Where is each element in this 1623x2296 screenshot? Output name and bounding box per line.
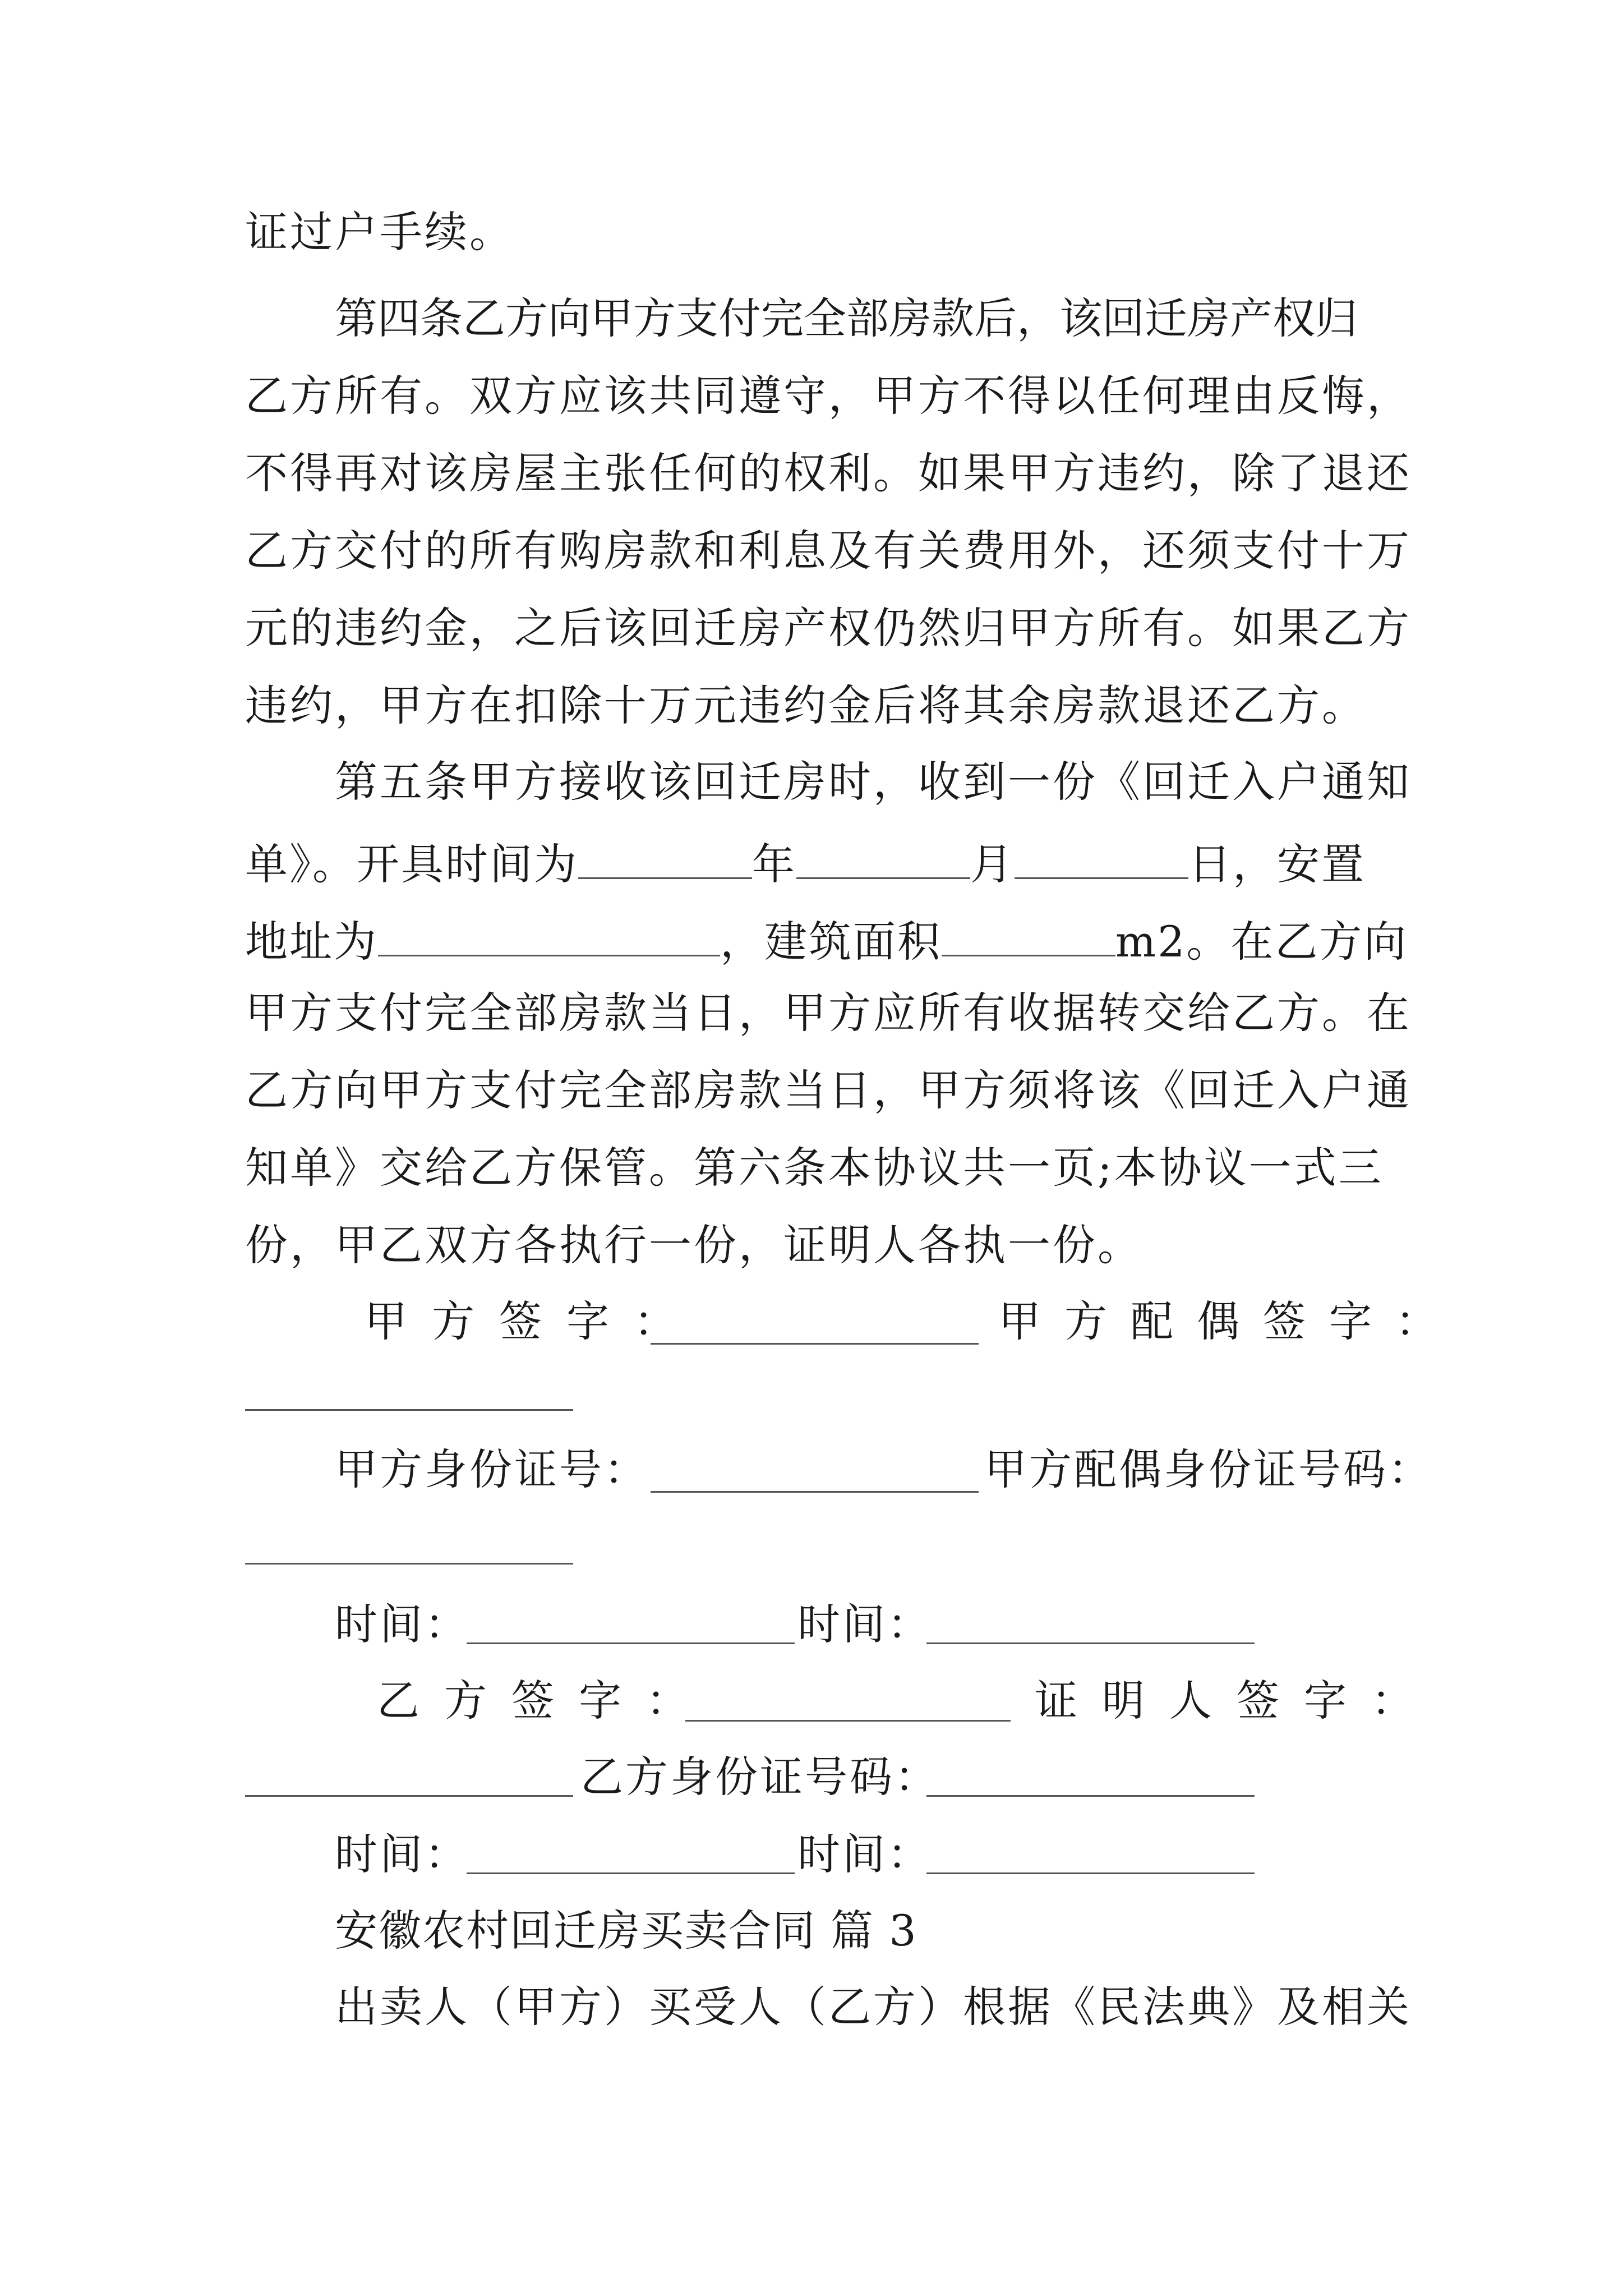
text: 地址为 [245, 917, 378, 967]
party-a-spouse-id-blank[interactable] [245, 1562, 573, 1565]
party-a-signature-blank[interactable] [651, 1342, 979, 1345]
day-blank[interactable] [1015, 837, 1188, 879]
party-b-id-label: 乙方身份证号码： [580, 1752, 939, 1802]
text: 单》。开具时间为 [245, 839, 578, 890]
party-a-spouse-id-label: 甲方配偶身份证号码： [984, 1444, 1433, 1494]
paragraph-line: 乙方向甲方支付完全部房款当日，甲方须将该《回迁入户通 [245, 1065, 1412, 1115]
party-a-id-blank[interactable] [651, 1490, 979, 1493]
paragraph-line: 出卖人（甲方）买受人（乙方）根据《民法典》及相关 [335, 1982, 1412, 2032]
party-a-spouse-signature-blank[interactable] [245, 1408, 573, 1411]
party-a-id-label: 甲方身份证号： [335, 1444, 649, 1494]
article-4-heading-line [335, 293, 1372, 343]
paragraph-line: 乙方交付的所有购房款和利息及有关费用外，还须支付十万 [245, 526, 1412, 576]
paragraph-line: 不得再对该房屋主张任何的权利。如果甲方违约，除了退还 [245, 448, 1412, 498]
time-blank[interactable] [926, 1641, 1255, 1644]
paragraph-line: 乙方所有。双方应该共同遵守，甲方不得以任何理由反悔， [245, 371, 1412, 421]
article-5-heading-line: 第五条甲方接收该回迁房时，收到一份《回迁入户通知 [335, 757, 1412, 807]
time-blank[interactable] [926, 1871, 1255, 1874]
paragraph-line: 知单》交给乙方保管。第六条本协议共一页;本协议一式三 [245, 1143, 1384, 1193]
witness-signature-label: 证明人签字： [1035, 1676, 1438, 1726]
paragraph-line: 违约，甲方在扣除十万元违约金后将其余房款退还乙方。 [245, 680, 1367, 730]
time-label: 时间： [335, 1599, 469, 1649]
party-b-id-blank[interactable] [926, 1794, 1255, 1797]
paragraph-line: 证过户手续。 [245, 207, 514, 257]
text: 日，安置 [1188, 839, 1366, 890]
address-line [245, 914, 1408, 967]
party-a-spouse-signature-label: 甲方配偶签字： [998, 1296, 1461, 1346]
text: 第四条乙方向甲方支付完全部房款后，该回迁房产权归 [335, 293, 1358, 343]
month-blank[interactable] [796, 837, 970, 879]
party-a-signature-label: 甲方签字： [365, 1296, 701, 1346]
address-blank[interactable] [378, 914, 720, 956]
year-blank[interactable] [578, 837, 752, 879]
paragraph-line: 甲方支付完全部房款当日，甲方应所有收据转交给乙方。在 [245, 988, 1412, 1038]
section-title: 安徽农村回迁房买卖合同 篇 3 [335, 1906, 917, 1955]
party-b-signature-label: 乙方签字： [377, 1676, 713, 1726]
time-blank[interactable] [467, 1871, 795, 1874]
time-label: 时间： [797, 1599, 932, 1649]
area-blank[interactable] [942, 914, 1115, 956]
text: 月 [970, 839, 1015, 890]
issue-date-line [245, 837, 1366, 890]
text: 年 [752, 839, 796, 890]
paragraph-line: 份，甲乙双方各执行一份，证明人各执一份。 [245, 1220, 1142, 1270]
text: m2。在乙方向 [1115, 917, 1408, 967]
witness-signature-blank[interactable] [245, 1794, 573, 1797]
party-b-signature-blank[interactable] [685, 1719, 1011, 1722]
time-blank[interactable] [467, 1641, 795, 1644]
time-label: 时间： [797, 1829, 932, 1879]
paragraph-line: 元的违约金，之后该回迁房产权仍然归甲方所有。如果乙方 [245, 603, 1412, 653]
text: ，建筑面积 [720, 917, 942, 967]
time-label: 时间： [335, 1829, 469, 1879]
